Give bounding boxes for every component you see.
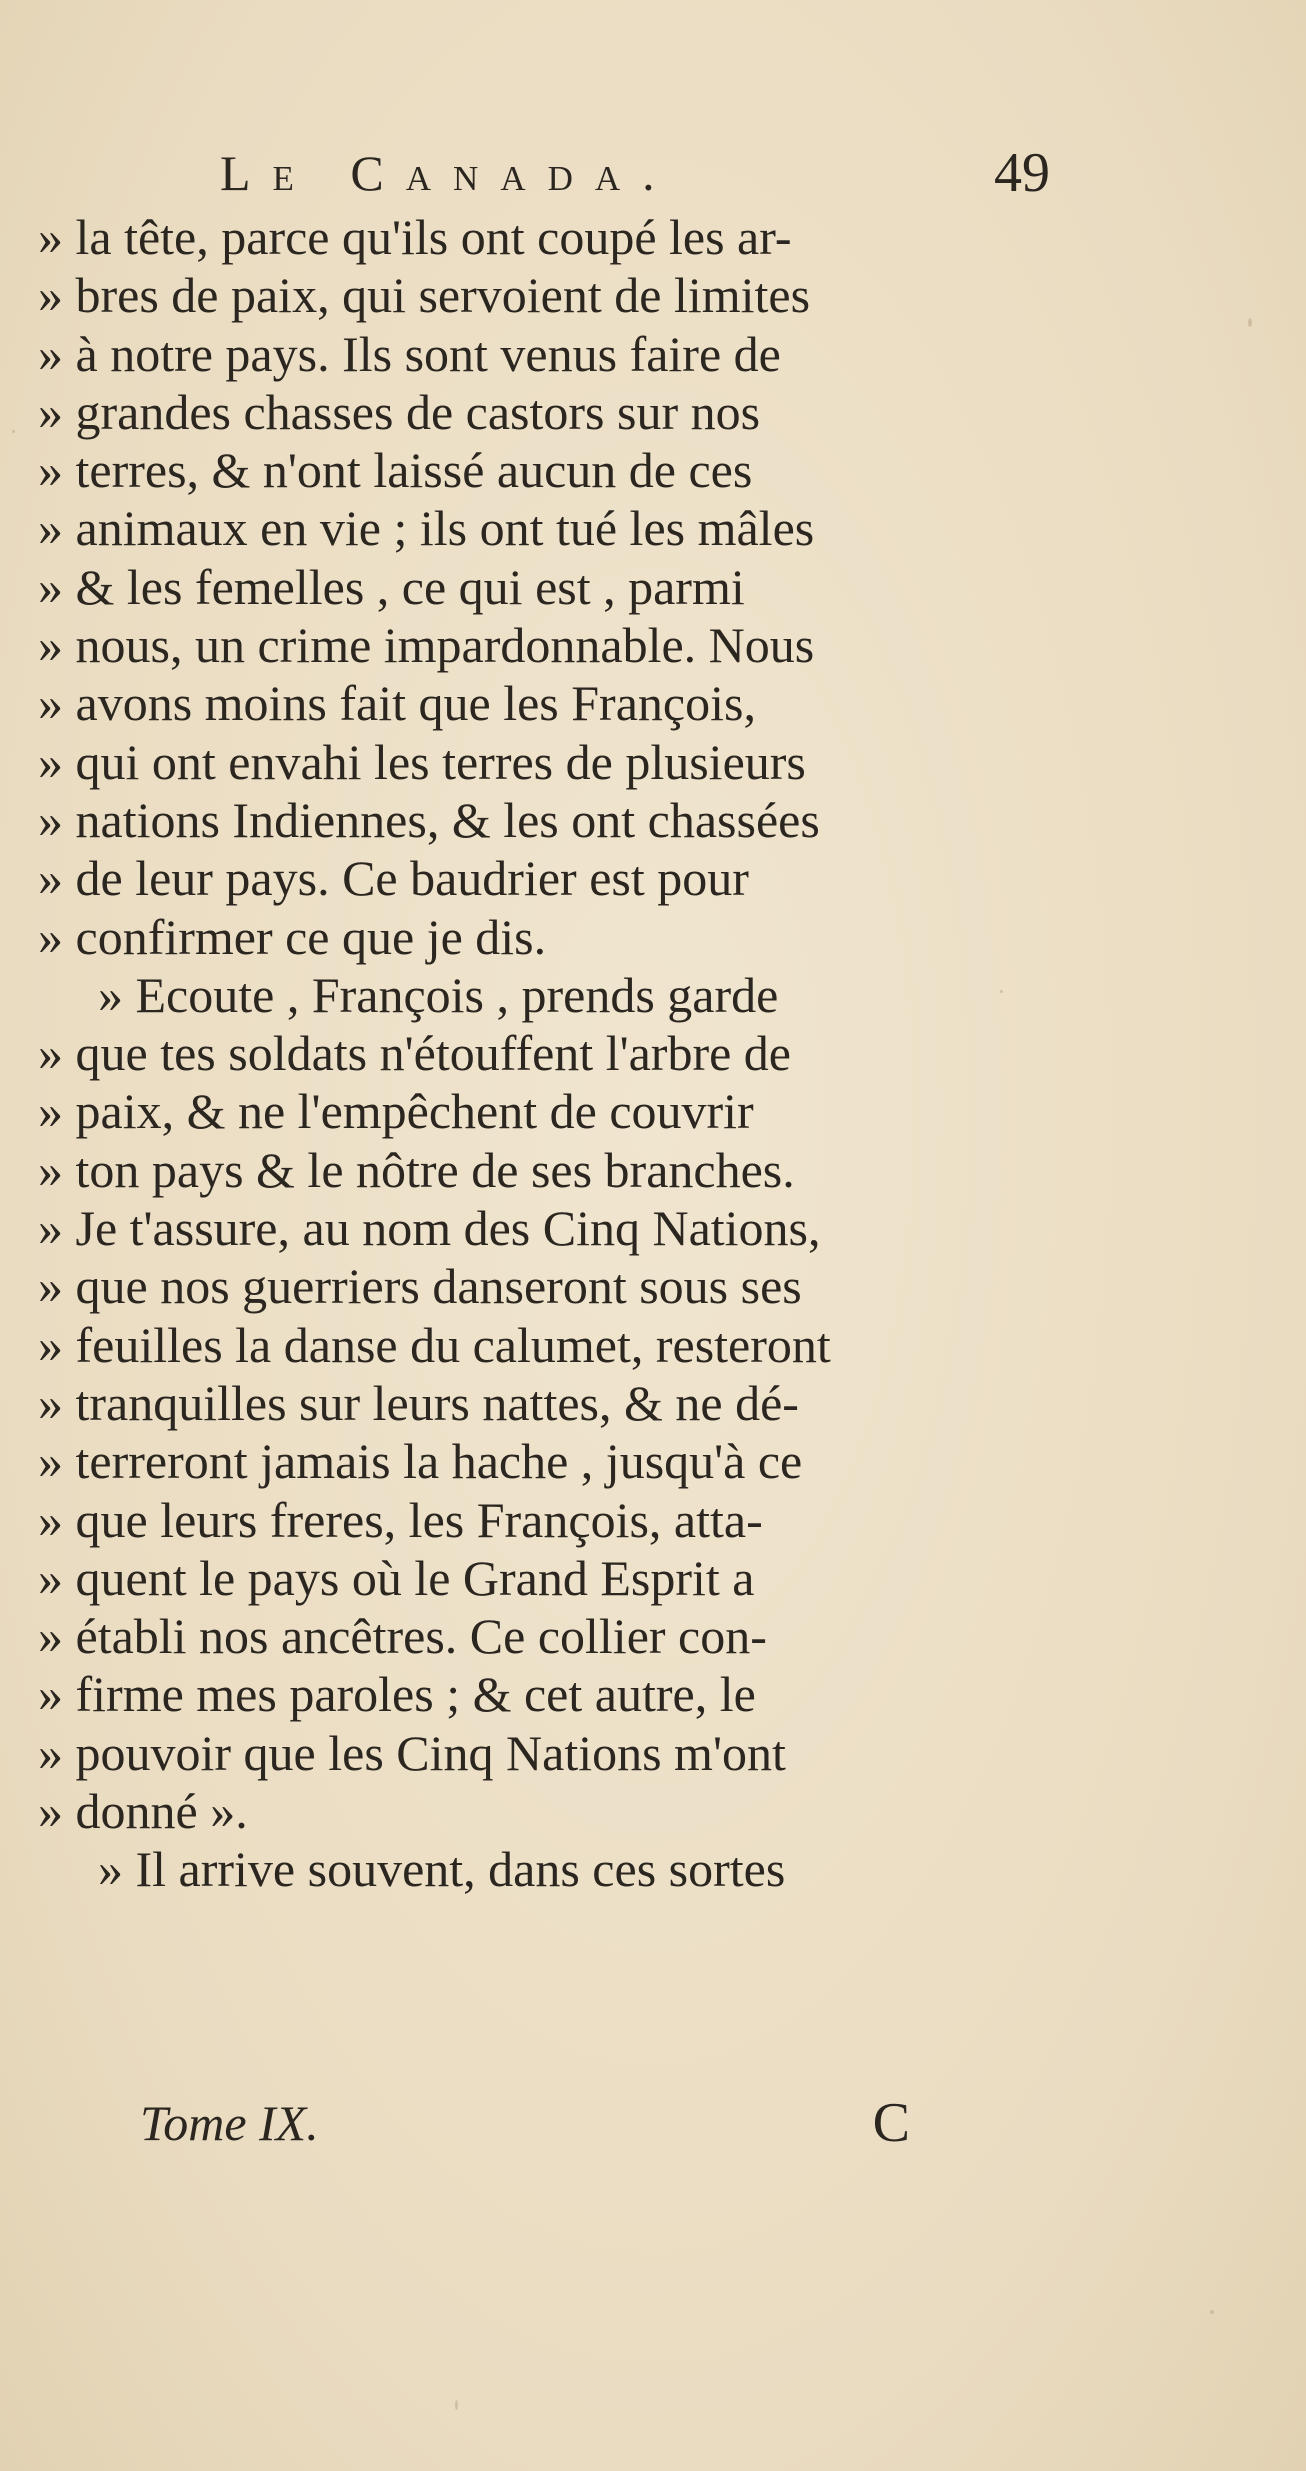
running-head — [220, 138, 1050, 208]
text-line: » nations Indiennes, & les ont chassées — [38, 791, 820, 848]
text-line: » donné ». — [38, 1783, 248, 1840]
text-line: » qui ont envahi les terres de plusieurs — [38, 733, 806, 790]
text-line: » pouvoir que les Cinq Nations m'ont — [38, 1724, 786, 1781]
signature-mark: C — [872, 2092, 910, 2154]
paragraph-start-line: » Ecoute , François , prends garde — [98, 966, 779, 1023]
text-line: » animaux en vie ; ils ont tué les mâles — [38, 500, 815, 557]
text-line: » confirmer ce que je dis. — [38, 908, 547, 965]
text-line: » nous, un crime impardonnable. Nous — [38, 617, 815, 674]
paper-speck — [455, 2400, 458, 2410]
text-line: » Je t'assure, au nom des Cinq Nations, — [38, 1200, 821, 1257]
running-title: Le Canada. — [220, 145, 677, 201]
text-line: » firme mes paroles ; & cet autre, le — [38, 1666, 756, 1723]
text-line: » que tes soldats n'étouffent l'arbre de — [38, 1025, 791, 1082]
paper-speck — [1248, 318, 1252, 327]
text-line: » grandes chasses de castors sur nos — [38, 383, 761, 440]
text-line: » établi nos ancêtres. Ce collier con- — [38, 1608, 767, 1665]
text-line: » que leurs freres, les François, atta- — [38, 1491, 763, 1548]
tome-label: Tome IX. — [140, 2095, 319, 2151]
text-line: » avons moins fait que les François, — [38, 675, 756, 732]
paragraph-start-line: » Il arrive souvent, dans ces sortes — [98, 1841, 786, 1898]
text-line: » terres, & n'ont laissé aucun de ces — [38, 442, 753, 499]
paper-speck — [12, 430, 15, 433]
text-line: » terreront jamais la hache , jusqu'à ce — [38, 1433, 803, 1490]
body-text — [38, 208, 1028, 1899]
text-line: » paix, & ne l'empêchent de couvrir — [38, 1083, 754, 1140]
paper-speck — [1210, 2310, 1214, 2314]
text-line: » ton pays & le nôtre de ses branches. — [38, 1141, 795, 1198]
text-line: » de leur pays. Ce baudrier est pour — [38, 850, 749, 907]
text-line: » tranquilles sur leurs nattes, & ne dé- — [38, 1374, 799, 1431]
text-line: » la tête, parce qu'ils ont coupé les ar- — [38, 209, 792, 265]
text-line: » que nos guerriers danseront sous ses — [38, 1258, 802, 1315]
text-line: » quent le pays où le Grand Esprit a — [38, 1549, 755, 1606]
text-line: » & les femelles , ce qui est , parmi — [38, 558, 745, 615]
text-line: » à notre pays. Ils sont venus faire de — [38, 325, 781, 382]
text-line: » feuilles la danse du calumet, resteront — [38, 1316, 831, 1373]
page-number: 49 — [994, 142, 1050, 204]
page-footer — [140, 2088, 910, 2158]
text-line: » bres de paix, qui servoient de limites — [38, 267, 811, 324]
